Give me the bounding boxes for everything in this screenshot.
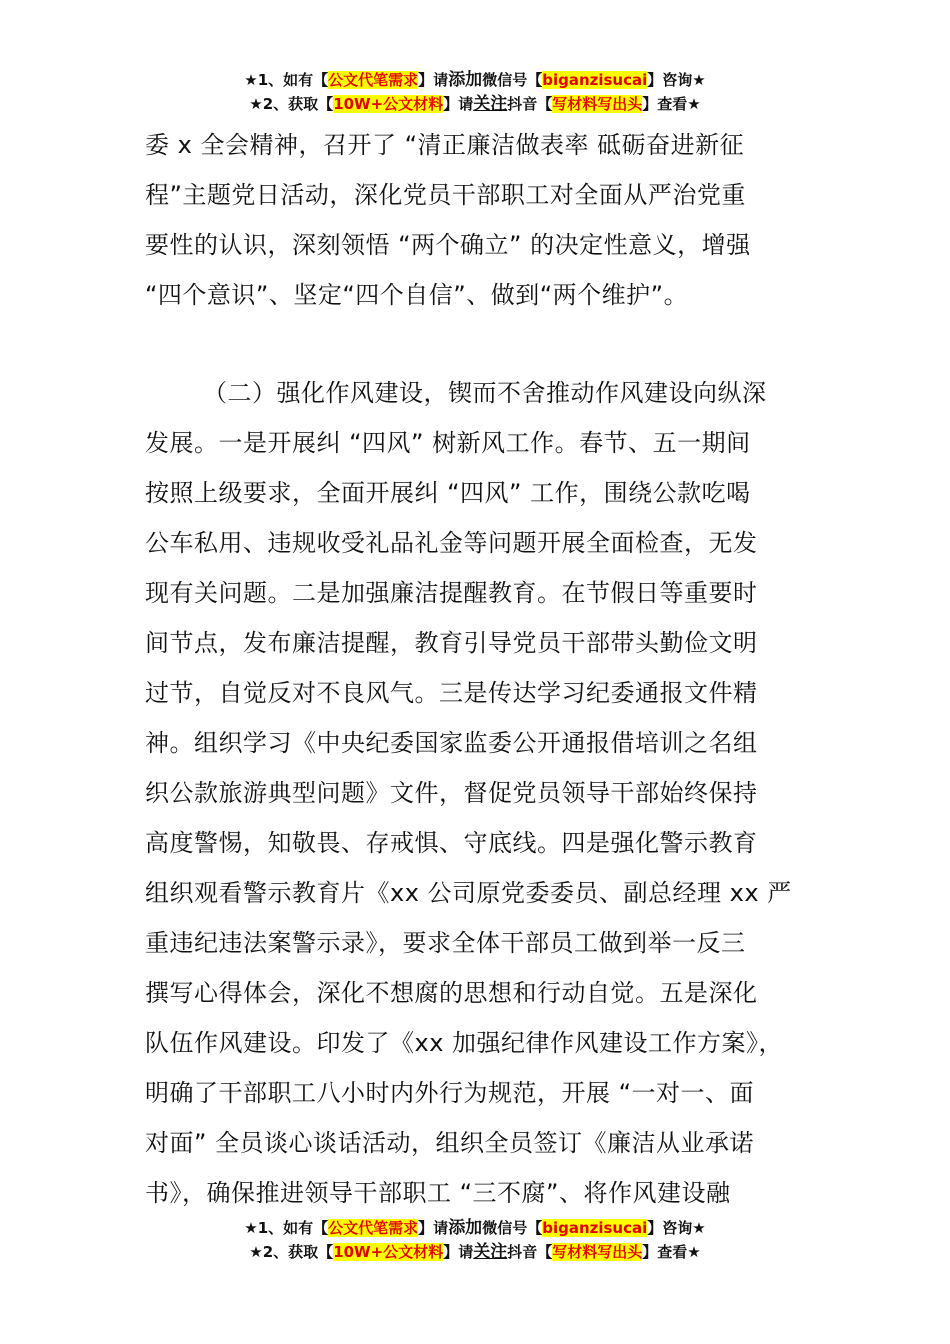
text-line: 委 x 全会精神，召开了 “清正廉洁做表率 砥砺奋进新征: [145, 131, 745, 159]
text-line: 发展。一是开展纠 “四风” 树新风工作。春节、五一期间: [145, 429, 751, 457]
text-line: 间节点，发布廉洁提醒，教育引导党员干部带头勤俭文明: [145, 629, 758, 657]
promo-douyin-id: 写材料写出头: [552, 95, 643, 113]
promo-text: ★1、如有【: [244, 1219, 329, 1237]
text-line: 要性的认识，深刻领悟 “两个确立” 的决定性意义，增强: [145, 231, 751, 259]
header-promo-line-1: [0, 70, 950, 90]
promo-text: 】查看★: [642, 1243, 701, 1261]
promo-text: 抖音【: [507, 1243, 553, 1261]
promo-highlight: 公文代笔需求: [328, 1219, 419, 1237]
promo-emphasis: 关注: [473, 1242, 508, 1262]
text-line: 织公款旅游典型问题》文件，督促党员领导干部始终保持: [145, 779, 758, 807]
text-line: 队伍作风建设。印发了《xx 加强纪律作风建设工作方案》，: [145, 1029, 784, 1057]
promo-douyin-id: 写材料写出头: [552, 1243, 643, 1261]
text-line: 现有关问题。二是加强廉洁提醒教育。在节假日等重要时: [145, 579, 758, 607]
promo-text: 】请: [443, 1243, 474, 1261]
promo-text: 】查看★: [642, 95, 701, 113]
promo-text: ★2、获取【: [249, 1243, 334, 1261]
footer-promo-line-1: [0, 1218, 950, 1238]
text-line: 神。组织学习《中央纪委国家监委公开通报借培训之名组: [145, 729, 758, 757]
text-line: 按照上级要求，全面开展纠 “四风” 工作，围绕公款吃喝: [145, 479, 751, 507]
header-promo-line-2: [0, 94, 950, 114]
text-line: 重违纪违法案警示录》，要求全体干部员工做到举一反三: [145, 929, 746, 957]
footer-promo-line-2: [0, 1242, 950, 1262]
promo-text: 】请: [418, 1219, 449, 1237]
promo-emphasis: 添加: [448, 1218, 483, 1238]
text-line: 书》，确保推进领导干部职工 “三不腐”、将作风建设融: [145, 1179, 731, 1207]
paragraph-2: [145, 368, 845, 1218]
promo-text: ★2、获取【: [249, 95, 334, 113]
text-line: “四个意识”、坚定“四个自信”、做到“两个维护”。: [145, 281, 689, 309]
text-line: 过节，自觉反对不良风气。三是传达学习纪委通报文件精: [145, 679, 758, 707]
promo-emphasis: 添加: [448, 70, 483, 90]
text-line: 公车私用、违规收受礼品礼金等问题开展全面检查，无发: [145, 529, 758, 557]
promo-text: 】咨询★: [647, 1219, 706, 1237]
text-line: 组织观看警示教育片《xx 公司原党委委员、副总经理 xx 严: [145, 879, 792, 907]
promo-highlight: 10W+公文材料: [333, 95, 444, 113]
promo-emphasis: 关注: [473, 94, 508, 114]
promo-text: 微信号【: [482, 71, 543, 89]
promo-text: 】咨询★: [647, 71, 706, 89]
promo-wechat-id: biganzisucai: [542, 1219, 648, 1237]
text-line: （二）强化作风建设，锲而不舍推动作风建设向纵深: [203, 379, 767, 407]
promo-highlight: 公文代笔需求: [328, 71, 419, 89]
text-line: 撰写心得体会，深化不想腐的思想和行动自觉。五是深化: [145, 979, 758, 1007]
text-line: 对面” 全员谈心谈话活动，组织全员签订《廉洁从业承诺: [145, 1129, 755, 1157]
promo-text: 微信号【: [482, 1219, 543, 1237]
text-line: 程”主题党日活动，深化党员干部职工对全面从严治党重: [145, 181, 746, 209]
paragraph-1: [145, 120, 845, 320]
promo-highlight: 10W+公文材料: [333, 1243, 444, 1261]
text-line: 明确了干部职工八小时内外行为规范，开展 “一对一、面: [145, 1079, 755, 1107]
promo-text: 】请: [418, 71, 449, 89]
promo-text: 抖音【: [507, 95, 553, 113]
text-line: 高度警惕，知敬畏、存戒惧、守底线。四是强化警示教育: [145, 829, 758, 857]
promo-wechat-id: biganzisucai: [542, 71, 648, 89]
promo-text: ★1、如有【: [244, 71, 329, 89]
promo-text: 】请: [443, 95, 474, 113]
